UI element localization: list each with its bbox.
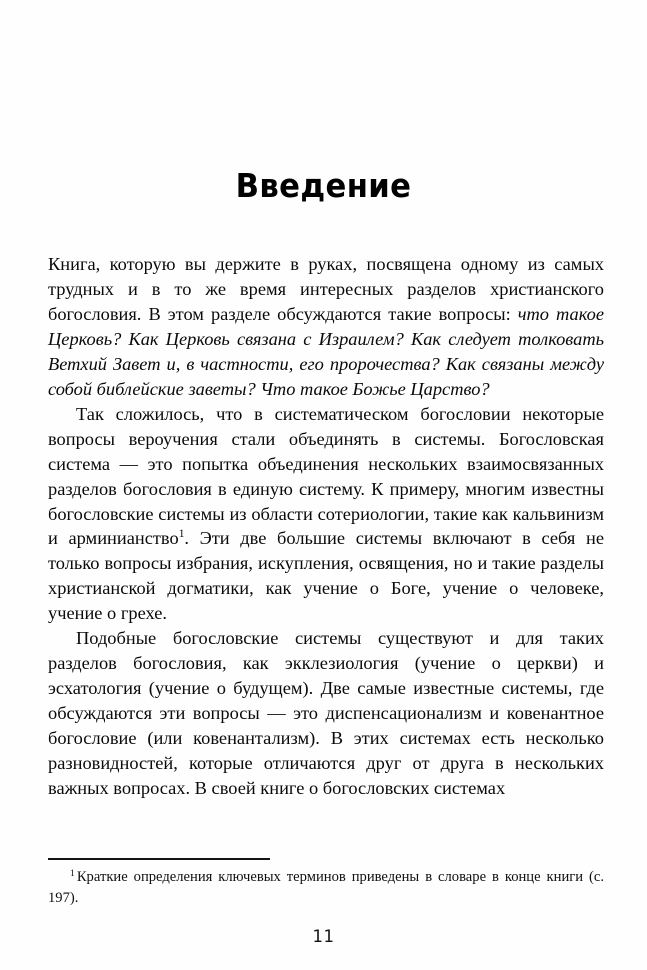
page-number: 11 [312,927,335,946]
paragraph-systems [48,402,604,627]
paragraph-ecclesiology [48,626,604,801]
footnote-reference-marker: 1 [178,528,185,541]
footnote-separator-rule [48,858,270,860]
footnote-text [48,867,604,908]
emphasis-run: что такое Церковь? Как Церковь связана с Израилем? Как следует толковать Ветхий Завет и, в частности, его пророчества? Как связаны между собой библейские заветы? Что такое Божье Царство? [48,303,604,399]
body-text-block [48,252,604,801]
text-run: . Эти две большие системы включают в себя не только вопросы избрания, искупления, освящения, но и такие разделы христианской догматики, как учение о Боге, учение о человеке, учение о грехе. [48,528,604,624]
text-run: Так сложилось, что в систематическом богословии некоторые вопросы вероучения стали объединять в системы. Богословская система — это попытка объединения нескольких взаимосвязанных разделов богословия в единую систему. К примеру, многим известны богословские системы из области сотериологии, такие как кальвинизм и арминианство [48,403,604,549]
text-run: Книга, которую вы держите в руках, посвящена одному из самых трудных и в то же время интересных разделов христианского богословия. В этом разделе обсуждаются такие вопросы: [48,254,604,324]
text-run: Подобные богословские системы существуют и для таких разделов богословия, как экклезиология (учение о церкви) и эсхатология (учение о будущем). Две самые известные системы, где обсуждаются эти вопросы — это диспенсационализм и ковенантное богословие (или ковенантализм). В этих системах есть несколько разновидностей, которые отличаются друг от друга в нескольких важных вопросах. В своей книге о богословских системах [48,628,604,799]
paragraph-intro [48,252,604,402]
footnote-body-text: Краткие определения ключевых терминов приведены в словаре в конце книги (с. 197). [48,869,604,906]
footnote-marker: 1 [70,867,75,879]
footnote-area [48,858,604,909]
page-title: Введение [235,166,412,206]
